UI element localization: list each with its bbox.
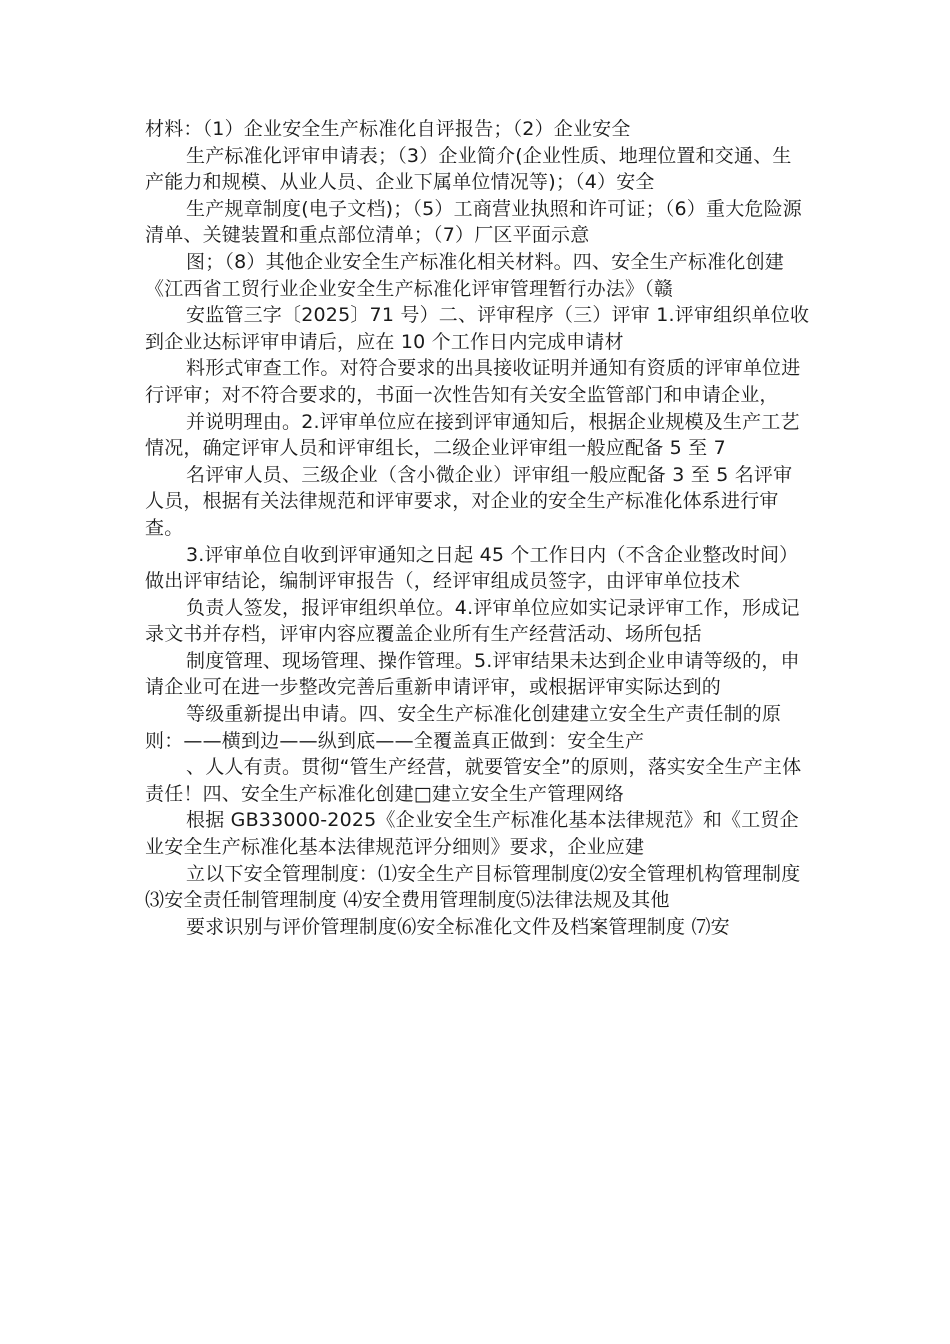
paragraph: 料形式审查工作。对符合要求的出具接收证明并通知有资质的评审单位进行评审；对不符合要求的，书面一次性告知有关安全监管部门和申请企业， <box>145 357 801 406</box>
paragraph: 等级重新提出申请。四、安全生产标准化创建建立安全生产责任制的原则：——横到边——纵到底——全覆盖真正做到：安全生产 <box>145 703 782 752</box>
paragraph: 负责人签发，报评审组织单位。4.评审单位应如实记录评审工作，形成记录文书并存档，评审内容应覆盖企业所有生产经营活动、场所包括 <box>145 596 800 646</box>
paragraph: 并说明理由。2.评审单位应在接到评审通知后，根据企业规模及生产工艺情况，确定评审人员和评审组长，二级企业评审组一般应配备 5 至 7 <box>145 410 800 460</box>
paragraph: 要求识别与评价管理制度⑹安全标准化文件及档案管理制度 ⑺安 <box>186 915 730 938</box>
paragraph: 名评审人员、三级企业（含小微企业）评审组一般应配备 3 至 5 名评审人员，根据有关法律规范和评审要求，对企业的安全生产标准化体系进行审查。 <box>145 463 793 539</box>
paragraph: 材料：（1）企业安全生产标准化自评报告；（2）企业安全 <box>145 118 631 140</box>
paragraph: 根据 GB33000-2025《企业安全生产标准化基本法律规范》和《工贸企业安全生产标准化基本法律规范评分细则》要求，企业应建 <box>145 809 799 859</box>
paragraph: 制度管理、现场管理、操作管理。5.评审结果未达到企业申请等级的，申请企业可在进一步整改完善后重新申请评审，或根据评审实际达到的 <box>145 649 800 699</box>
paragraph: 3.评审单位自收到评审通知之日起 45 个工作日内（不含企业整改时间）做出评审结论，编制评审报告（，经评审组成员签字，由评审单位技术 <box>145 543 799 593</box>
paragraph: 生产规章制度(电子文档)；（5）工商营业执照和许可证；（6）重大危险源清单、关键装置和重点部位清单；（7）厂区平面示意 <box>145 197 803 247</box>
document-body <box>145 116 810 940</box>
paragraph: 图；（8）其他企业安全生产标准化相关材料。四、安全生产标准化创建《江西省工贸行业企业安全生产标准化评审管理暂行办法》（赣 <box>145 250 784 300</box>
paragraph: 、人人有责。贯彻“管生产经营，就要管安全”的原则，落实安全生产主体责任！四、安全生产标准化创建□建立安全生产管理网络 <box>145 756 802 805</box>
paragraph: 安监管三字〔2025〕71 号）二、评审程序（三）评审 1.评审组织单位收到企业达标评审申请后，应在 10 个工作日内完成申请材 <box>145 304 810 353</box>
paragraph: 生产标准化评审申请表；（3）企业简介(企业性质、地理位置和交通、生产能力和规模、从业人员、企业下属单位情况等)；（4）安全 <box>145 144 792 194</box>
paragraph: 立以下安全管理制度：⑴安全生产目标管理制度⑵安全管理机构管理制度⑶安全责任制管理制度 ⑷安全费用管理制度⑸法律法规及其他 <box>145 862 801 912</box>
